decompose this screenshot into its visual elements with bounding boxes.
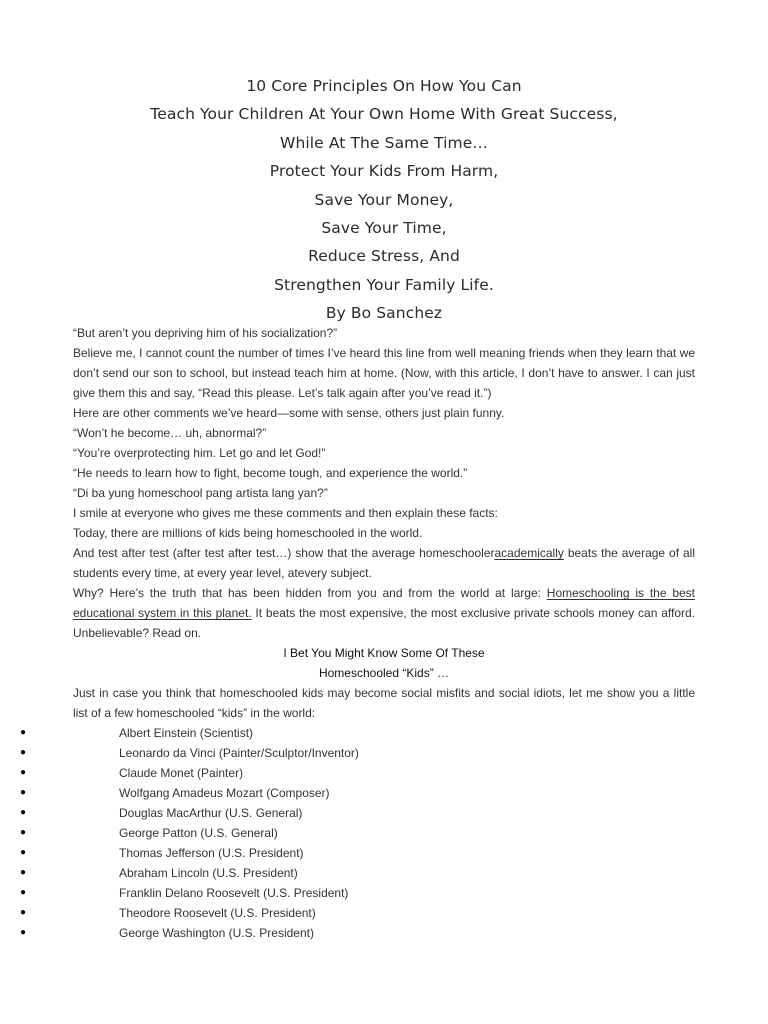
truth-text-start: Why? Here’s the truth that has been hidden from you and from the world at large: — [73, 586, 547, 600]
section-heading-line-1: I Bet You Might Know Some Of These — [283, 646, 485, 660]
list-item — [20, 763, 695, 783]
paragraph-smile: I smile at everyone who gives me these comments and then explain these facts: — [73, 506, 498, 520]
bullet-icon: ● — [20, 727, 27, 738]
list-item — [20, 863, 695, 883]
list-item — [20, 723, 695, 743]
bullet-icon: ● — [20, 767, 27, 778]
title-line-6: Save Your Time, — [321, 219, 447, 238]
document-body — [20, 323, 695, 943]
list-item — [20, 843, 695, 863]
title-line-7: Reduce Stress, And — [308, 247, 460, 266]
list-item-text: Abraham Lincoln (U.S. President) — [119, 866, 298, 880]
paragraph-test-after-test — [73, 543, 695, 583]
bullet-icon: ● — [20, 807, 27, 818]
title-line-1: 10 Core Principles On How You Can — [246, 77, 522, 95]
bullet-icon: ● — [20, 867, 27, 878]
list-item-text: George Washington (U.S. President) — [119, 926, 314, 940]
quote-abnormal: “Won’t he become… uh, abnormal?” — [73, 426, 267, 440]
paragraph-truth — [73, 583, 695, 643]
bullet-icon: ● — [20, 787, 27, 798]
truth-text-end: It beats the most expensive, the most exclusive private schools money can afford. Unbelievable? Read on. — [73, 606, 695, 640]
bullet-icon: ● — [20, 887, 27, 898]
test-text-end: beats the average of all students every time, at every year level, atevery subject. — [73, 546, 695, 580]
section-heading-line-2: Homeschooled “Kids” … — [318, 666, 450, 680]
paragraph-list-intro: Just in case you think that homeschooled kids may become social misfits and social idiots, let me show you a little list of a few homeschooled “kids” in the world: — [73, 686, 695, 720]
list-item-text: Leonardo da Vinci (Painter/Sculptor/Inventor) — [119, 746, 359, 760]
list-item — [20, 743, 695, 763]
title-line-4: Protect Your Kids From Harm, — [269, 162, 499, 181]
list-item-text: Thomas Jefferson (U.S. President) — [119, 846, 304, 860]
list-item-text: Wolfgang Amadeus Mozart (Composer) — [119, 786, 330, 800]
author-byline: By Bo Sanchez — [325, 304, 443, 323]
paragraph-other-comments: Here are other comments we’ve heard—some with sense, others just plain funny. — [73, 406, 505, 420]
list-item — [20, 923, 695, 943]
list-item — [20, 783, 695, 803]
bullet-icon: ● — [20, 907, 27, 918]
title-line-2: Teach Your Children At Your Own Home With Great Success, — [150, 105, 618, 124]
list-item-text: Franklin Delano Roosevelt (U.S. President) — [119, 886, 349, 900]
title-line-5: Save Your Money, — [314, 190, 454, 209]
list-item — [20, 803, 695, 823]
bullet-icon: ● — [20, 927, 27, 938]
paragraph-believe-me: Believe me, I cannot count the number of times I’ve heard this line from well meaning friends when they learn that we don’t send our son to school, but instead teach him at home. (Now, with this article, I don’t have to answer. I can just give them this and say, “Read this please. Let’s talk again after you’ve read it.”) — [73, 346, 695, 400]
list-item-text: Douglas MacArthur (U.S. General) — [119, 806, 303, 820]
list-item — [20, 883, 695, 903]
list-item — [20, 823, 695, 843]
homeschooling-best-link[interactable]: Homeschooling is the best educational system in this planet. — [73, 586, 695, 620]
test-text-start: And test after test (after test after test…) show that the average homeschooler — [73, 546, 495, 560]
list-item-text: George Patton (U.S. General) — [119, 826, 278, 840]
bullet-icon: ● — [20, 747, 27, 758]
quote-overprotecting: “You’re overprotecting him. Let go and let God!” — [73, 446, 326, 460]
list-item — [20, 903, 695, 923]
quote-fight: “He needs to learn how to fight, become tough, and experience the world.” — [73, 466, 468, 480]
title-line-3: While At The Same Time… — [280, 133, 488, 152]
document-title — [0, 72, 768, 328]
list-item-text: Albert Einstein (Scientist) — [119, 726, 254, 740]
quote-artista: “Di ba yung homeschool pang artista lang yan?” — [73, 486, 328, 500]
list-item-text: Claude Monet (Painter) — [119, 766, 244, 780]
homeschooled-list — [20, 723, 695, 943]
quote-socialization: “But aren’t you depriving him of his socialization?” — [73, 326, 338, 340]
title-line-8: Strengthen Your Family Life. — [274, 275, 494, 294]
academically-link[interactable]: academically — [494, 546, 564, 560]
paragraph-millions: Today, there are millions of kids being homeschooled in the world. — [73, 526, 423, 540]
list-item-text: Theodore Roosevelt (U.S. President) — [119, 906, 316, 920]
bullet-icon: ● — [20, 847, 27, 858]
bullet-icon: ● — [20, 827, 27, 838]
